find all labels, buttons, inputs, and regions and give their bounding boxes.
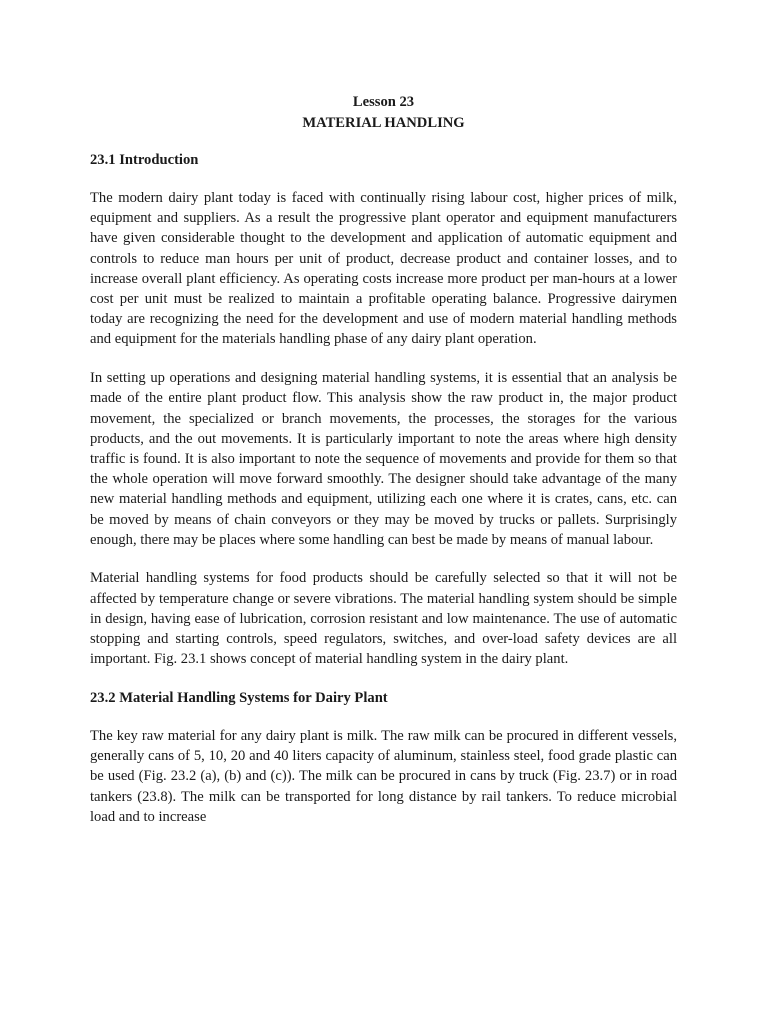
paragraph-intro-2: In setting up operations and designing material handling systems, it is essential that an analysis be made of the entire plant product flow. This analysis show the raw product in, the major product movement, the specialized or branch movements, the processes, the storages for the various products, and the out movements. It is particularly important to note the areas where high density traffic is found. It is also important to note the sequence of movements and provide for them so that the whole operation will move forward smoothly. The designer should take advantage of the many new material handling methods and equipment, utilizing each one where it is crates, cans, etc. can be moved by means of chain conveyors or they may be moved by trucks or pallets. Surprisingly enough, there may be places where some handling can best be made by means of manual labour. bbox=[90, 370, 677, 548]
section-heading-introduction: 23.1 Introduction bbox=[90, 152, 199, 168]
paragraph-intro-1: The modern dairy plant today is faced with continually rising labour cost, higher prices of milk, equipment and suppliers. As a result the progressive plant operator and equipment manufacturers have given considerable thought to the development and application of automatic equipment and controls to reduce man hours per unit of product, decrease product and container losses, and to increase overall plant efficiency. As operating costs increase more product per man-hours at a lower cost per unit must be realized to maintain a profitable operating balance. Progressive dairymen today are recognizing the need for the development and use of modern material handling methods and equipment for the materials handling phase of any dairy plant operation. bbox=[90, 190, 677, 348]
section-heading-handling-systems: 23.2 Material Handling Systems for Dairy Plant bbox=[90, 689, 388, 706]
lesson-label: Lesson 23 bbox=[352, 94, 415, 110]
lesson-title-block bbox=[90, 92, 677, 133]
paragraph-handling-1: The key raw material for any dairy plant is milk. The raw milk can be procured in different vessels, generally cans of 5, 10, 20 and 40 liters capacity of aluminum, stainless steel, food grade plastic can be used (Fig. 23.2 (a), (b) and (c)). The milk can be procured in cans by truck (Fig. 23.7) or in road tankers (23.8). The milk can be transported for long distance by rail tankers. To reduce microbial load and to increase bbox=[90, 727, 677, 825]
lesson-title: MATERIAL HANDLING bbox=[302, 114, 465, 131]
document-page bbox=[90, 92, 677, 845]
paragraph-intro-3: Material handling systems for food products should be carefully selected so that it will not be affected by temperature change or severe vibrations. The material handling system should be simple in design, having ease of lubrication, corrosion resistant and low maintenance. The use of automatic stopping and starting controls, speed regulators, switches, and over-load safety devices are all important. Fig. 23.1 shows concept of material handling system in the dairy plant. bbox=[90, 570, 677, 668]
